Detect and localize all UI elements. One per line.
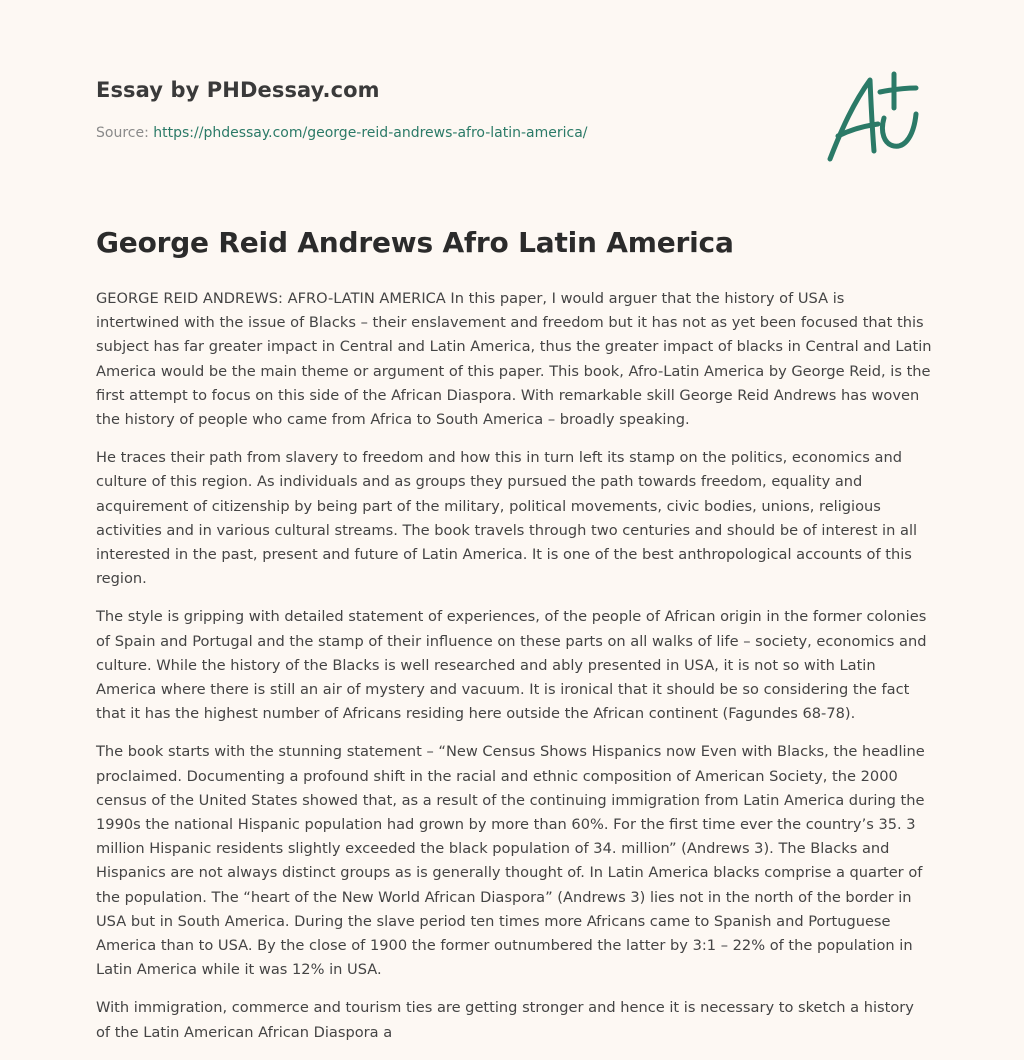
- essay-body: [96, 287, 932, 1059]
- source-link[interactable]: https://phdessay.com/george-reid-andrews-afro-latin-america/: [153, 125, 588, 141]
- paragraph: He traces their path from slavery to freedom and how this in turn left its stamp on the politics, economics and culture of this region. As individuals and as groups they pursued the path towards freedom, equality and acquirement of citizenship by being part of the military, political movements, civic bodies, unions, religious activities and in various cultural streams. The book travels through two centuries and should be of interest in all interested in the past, present and future of Latin America. It is one of the best anthropological accounts of this region.: [96, 449, 918, 588]
- essay-page: [96, 0, 932, 1041]
- paragraph: The style is gripping with detailed statement of experiences, of the people of African origin in the former colonies of Spain and Portugal and the stamp of their influence on these parts on all walks of life – society, economics and culture. While the history of the Blacks is well researched and ably presented in USA, it is not so with Latin America where there is still an air of mystery and vacuum. It is ironical that it should be so considering the fact that it has the highest number of Africans residing here outside the African continent (Fagundes 68-78).: [96, 608, 927, 723]
- essay-title: George Reid Andrews Afro Latin America: [96, 226, 734, 259]
- page-header: [96, 0, 932, 259]
- paragraph: GEORGE REID ANDREWS: AFRO-LATIN AMERICA In this paper, I would arguer that the history of USA is intertwined with the issue of Blacks – their enslavement and freedom but it has not as yet been focused that this subject has far greater impact in Central and Latin America, thus the greater impact of blacks in Central and Latin America would be the main theme or argument of this paper. This book, Afro-Latin America by George Reid, is the first attempt to focus on this side of the African Diaspora. With remarkable skill George Reid Andrews has woven the history of people who came from Africa to South America – broadly speaking.: [96, 290, 932, 429]
- paragraph: With immigration, commerce and tourism ties are getting stronger and hence it is necessary to sketch a history of the Latin American African Diaspora a: [96, 999, 914, 1041]
- source-label: Source:: [96, 125, 149, 141]
- source-line: [96, 125, 588, 141]
- site-brand[interactable]: Essay by PHDessay.com: [96, 78, 380, 102]
- paragraph: The book starts with the stunning statement – “New Census Shows Hispanics now Even with Blacks, the headline proclaimed. Documenting a profound shift in the racial and ethnic composition of American Society, the 2000 census of the United States showed that, as a result of the continuing immigration from Latin America during the 1990s the national Hispanic population had grown by more than 60%. For the first time ever the country’s 35. 3 million Hispanic residents slightly exceeded the black population of 34. million” (Andrews 3). The Blacks and Hispanics are not always distinct groups as is generally thought of. In Latin America blacks comprise a quarter of the population. The “heart of the New World African Diaspora” (Andrews 3) lies not in the north of the border in USA but in South America. During the slave period ten times more Africans came to Spanish and Portuguese America than to USA. By the close of 1900 the former outnumbered the latter by 3:1 – 22% of the population in Latin America while it was 12% in USA.: [96, 743, 925, 979]
- a-plus-logo-icon: [824, 66, 924, 166]
